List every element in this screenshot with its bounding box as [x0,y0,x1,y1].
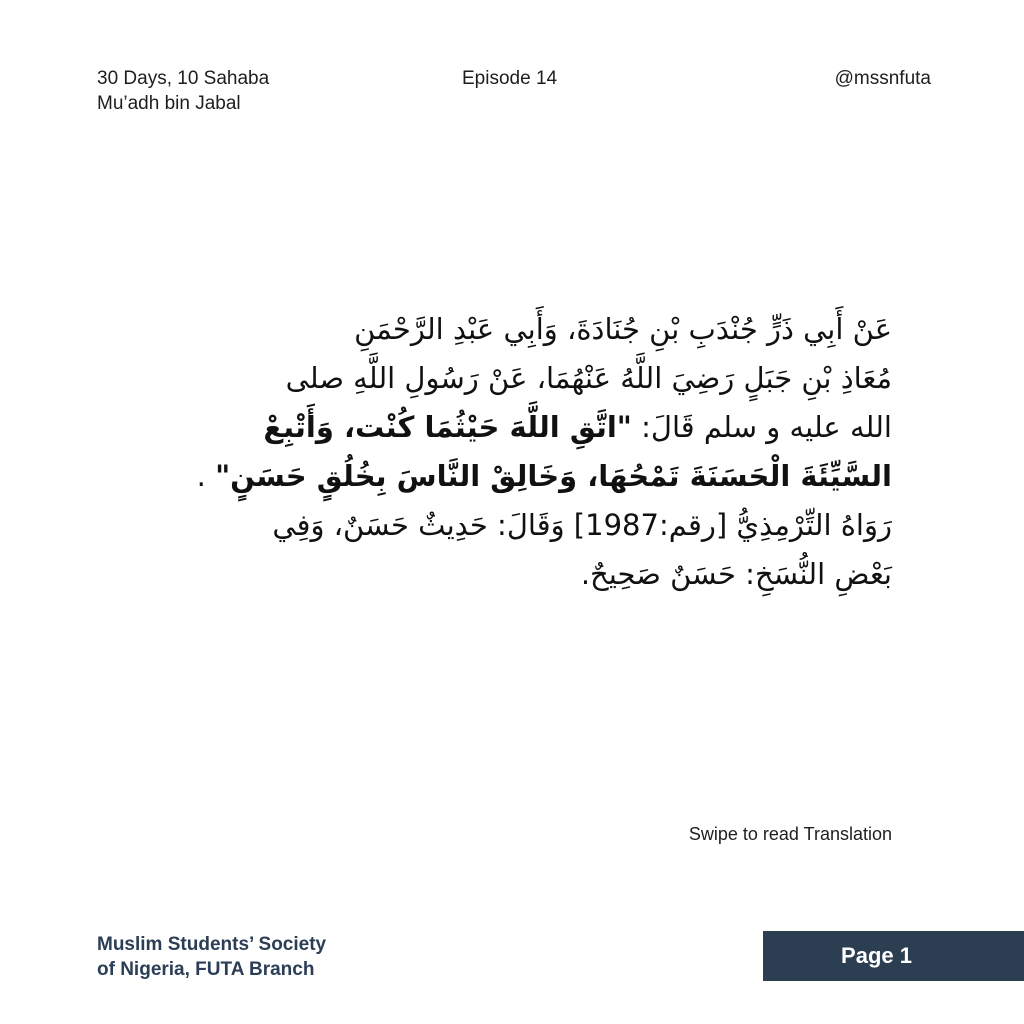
swipe-hint: Swipe to read Translation [688,824,892,844]
hadith-quote: السَّيِّئَةَ الْحَسَنَةَ تَمْحُهَا، وَخَالِقْ النَّاسَ بِخُلُقٍ حَسَنٍ" [215,459,892,493]
page-indicator [763,931,1024,981]
hadith-line: رَوَاهُ التِّرْمِذِيُّ [رقم:1987] وَقَالَ: حَدِيثٌ حَسَنٌ، وَفِي [272,508,892,542]
hadith-line: مُعَاذِ بْنِ جَبَلٍ رَضِيَ اللَّهُ عَنْهُمَا، عَنْ رَسُولِ اللَّهِ صلى [285,361,892,395]
hadith-quote: "اتَّقِ اللَّهَ حَيْثُمَا كُنْت، وَأَتْبِعْ [263,410,632,444]
hadith-text [196,305,892,599]
series-title: 30 Days, 10 Sahaba [97,68,270,89]
series-header [97,66,269,116]
organization-name [97,932,326,982]
sahabi-name: Mu’adh bin Jabal [97,93,241,114]
hadith-narration: الله عليه و سلم قَالَ: [631,410,892,444]
hadith-line: بَعْضِ النُّسَخِ: حَسَنٌ صَحِيحٌ. [580,557,892,591]
hadith-line [252,403,892,452]
hadith-punctuation: . [196,459,216,493]
org-line: Muslim Students’ Society [97,934,327,955]
episode-label: Episode 14 [462,68,558,89]
hadith-line [196,452,892,501]
page-label: Page 1 [841,943,912,968]
hadith-line: عَنْ أَبِي ذَرٍّ جُنْدَبِ بْنِ جُنَادَةَ، وَأَبِي عَبْدِ الرَّحْمَنِ [354,312,892,346]
social-handle: @mssnfuta [834,68,931,89]
org-line: of Nigeria, FUTA Branch [97,959,315,980]
